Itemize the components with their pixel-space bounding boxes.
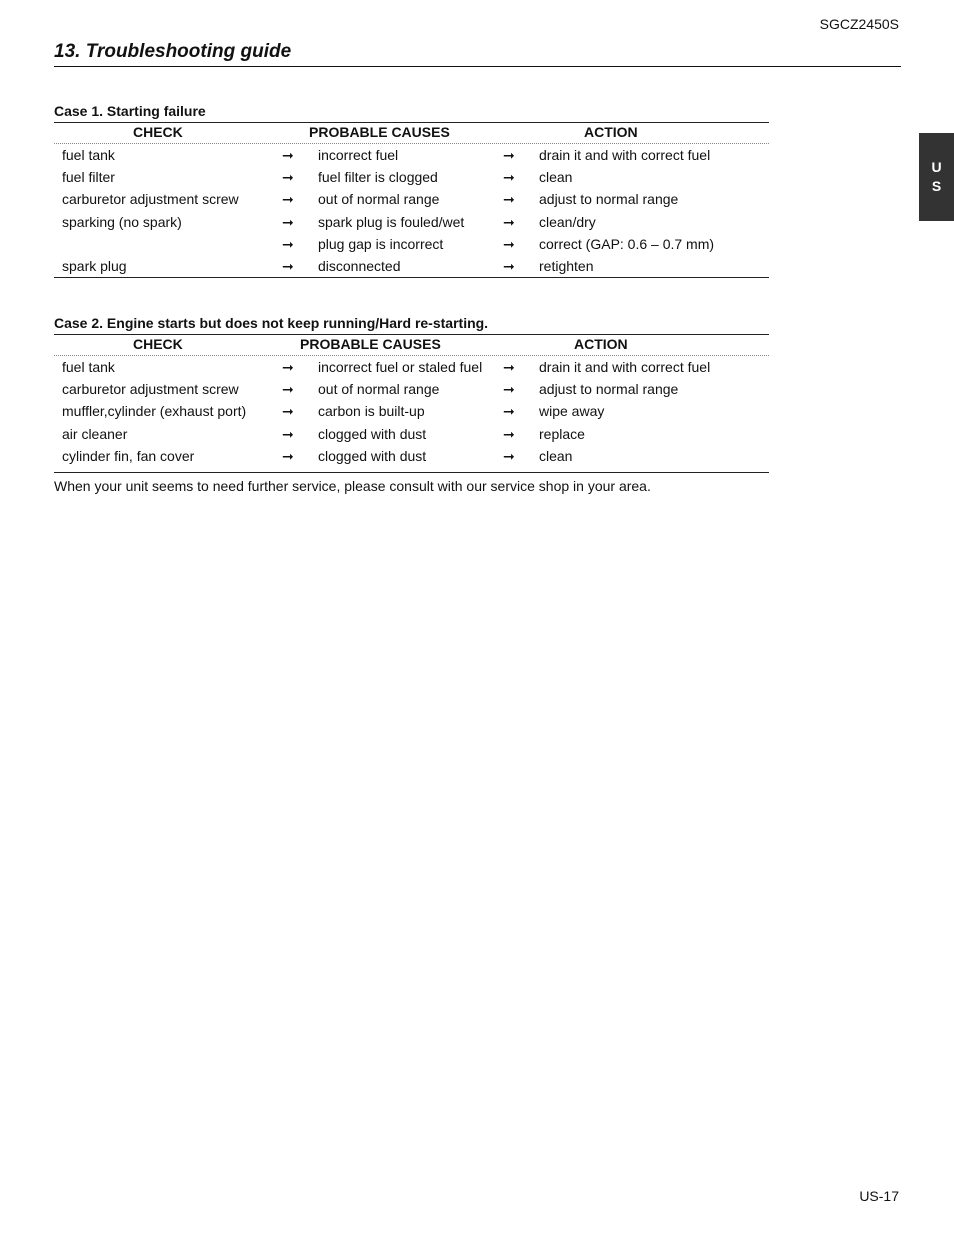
action-cell: correct (GAP: 0.6 – 0.7 mm) <box>539 235 715 252</box>
arrow-icon: ➞ <box>282 235 294 252</box>
cause-cell: spark plug is fouled/wet <box>318 213 465 230</box>
case2-table <box>54 334 769 473</box>
section-title: 13. Troubleshooting guide <box>54 41 901 67</box>
arrow-icon: ➞ <box>503 425 515 442</box>
arrow-icon: ➞ <box>503 359 515 375</box>
case1-col-check: CHECK <box>133 124 183 140</box>
check-cell: spark plug <box>62 257 127 274</box>
arrow-icon: ➞ <box>282 257 294 274</box>
table-row <box>54 255 769 277</box>
check-cell: fuel tank <box>62 359 115 375</box>
case1-title: Case 1. Starting failure <box>54 103 206 119</box>
check-cell: cylinder fin, fan cover <box>62 447 195 464</box>
cause-cell: out of normal range <box>318 381 440 398</box>
cause-cell: incorrect fuel <box>318 147 399 163</box>
page-number: US-17 <box>859 1188 899 1204</box>
action-cell: wipe away <box>539 403 605 420</box>
table-row <box>54 211 769 233</box>
arrow-icon: ➞ <box>282 403 294 420</box>
action-cell: drain it and with correct fuel <box>539 359 711 375</box>
case2-header-row <box>54 334 769 356</box>
case2-col-cause: PROBABLE CAUSES <box>300 336 441 352</box>
case1-col-cause: PROBABLE CAUSES <box>309 124 450 140</box>
table-row <box>54 400 769 422</box>
case2-col-action: ACTION <box>574 336 628 352</box>
arrow-icon: ➞ <box>282 213 294 230</box>
check-cell: air cleaner <box>62 425 128 442</box>
check-cell: sparking (no spark) <box>62 213 182 230</box>
table-row <box>54 233 769 255</box>
arrow-icon: ➞ <box>503 169 515 186</box>
table-row <box>54 423 769 445</box>
check-cell: carburetor adjustment screw <box>62 381 239 398</box>
action-cell: adjust to normal range <box>539 191 679 208</box>
arrow-icon: ➞ <box>503 447 515 464</box>
case2-rows <box>54 356 769 467</box>
arrow-icon: ➞ <box>503 147 515 163</box>
check-cell: fuel filter <box>62 169 115 186</box>
case1-header-row <box>54 122 769 144</box>
action-cell: drain it and with correct fuel <box>539 147 711 163</box>
table-row <box>54 378 769 400</box>
cause-cell: clogged with dust <box>318 425 427 442</box>
arrow-icon: ➞ <box>503 191 515 208</box>
case2-title: Case 2. Engine starts but does not keep running/Hard re-starting. <box>54 315 489 331</box>
arrow-icon: ➞ <box>282 147 294 163</box>
language-tab-letter-2: S <box>931 178 942 194</box>
arrow-icon: ➞ <box>282 381 294 398</box>
table-row <box>54 144 769 166</box>
arrow-icon: ➞ <box>282 447 294 464</box>
action-cell: retighten <box>539 257 594 274</box>
arrow-icon: ➞ <box>503 381 515 398</box>
arrow-icon: ➞ <box>503 235 515 252</box>
table-row <box>54 188 769 210</box>
table-row <box>54 356 769 378</box>
action-cell: replace <box>539 425 585 442</box>
arrow-icon: ➞ <box>282 191 294 208</box>
cause-cell: plug gap is incorrect <box>318 235 444 252</box>
case2-bottom-rule <box>54 472 769 473</box>
language-tab-letter-1: U <box>931 159 942 175</box>
check-cell: carburetor adjustment screw <box>62 191 239 208</box>
action-cell: clean <box>539 447 573 464</box>
arrow-icon: ➞ <box>503 213 515 230</box>
check-cell: fuel tank <box>62 147 115 163</box>
language-tab <box>919 133 954 221</box>
cause-cell: fuel filter is clogged <box>318 169 438 186</box>
table-row <box>54 166 769 188</box>
action-cell: clean/dry <box>539 213 596 230</box>
arrow-icon: ➞ <box>503 257 515 274</box>
check-cell: muffler,cylinder (exhaust port) <box>62 403 247 420</box>
cause-cell: clogged with dust <box>318 447 427 464</box>
cause-cell: incorrect fuel or staled fuel <box>318 359 483 375</box>
action-cell: clean <box>539 169 573 186</box>
table-row <box>54 445 769 467</box>
case1-col-action: ACTION <box>584 124 638 140</box>
model-number: SGCZ2450S <box>819 16 899 32</box>
arrow-icon: ➞ <box>282 359 294 375</box>
case1-rows <box>54 144 769 277</box>
cause-cell: out of normal range <box>318 191 440 208</box>
cause-cell: carbon is built-up <box>318 403 425 420</box>
arrow-icon: ➞ <box>282 425 294 442</box>
arrow-icon: ➞ <box>282 169 294 186</box>
cause-cell: disconnected <box>318 257 401 274</box>
case1-table <box>54 122 769 278</box>
arrow-icon: ➞ <box>503 403 515 420</box>
case2-col-check: CHECK <box>133 336 183 352</box>
action-cell: adjust to normal range <box>539 381 679 398</box>
service-note: When your unit seems to need further service, please consult with our service shop in your area. <box>54 478 651 494</box>
case1-bottom-rule <box>54 277 769 278</box>
